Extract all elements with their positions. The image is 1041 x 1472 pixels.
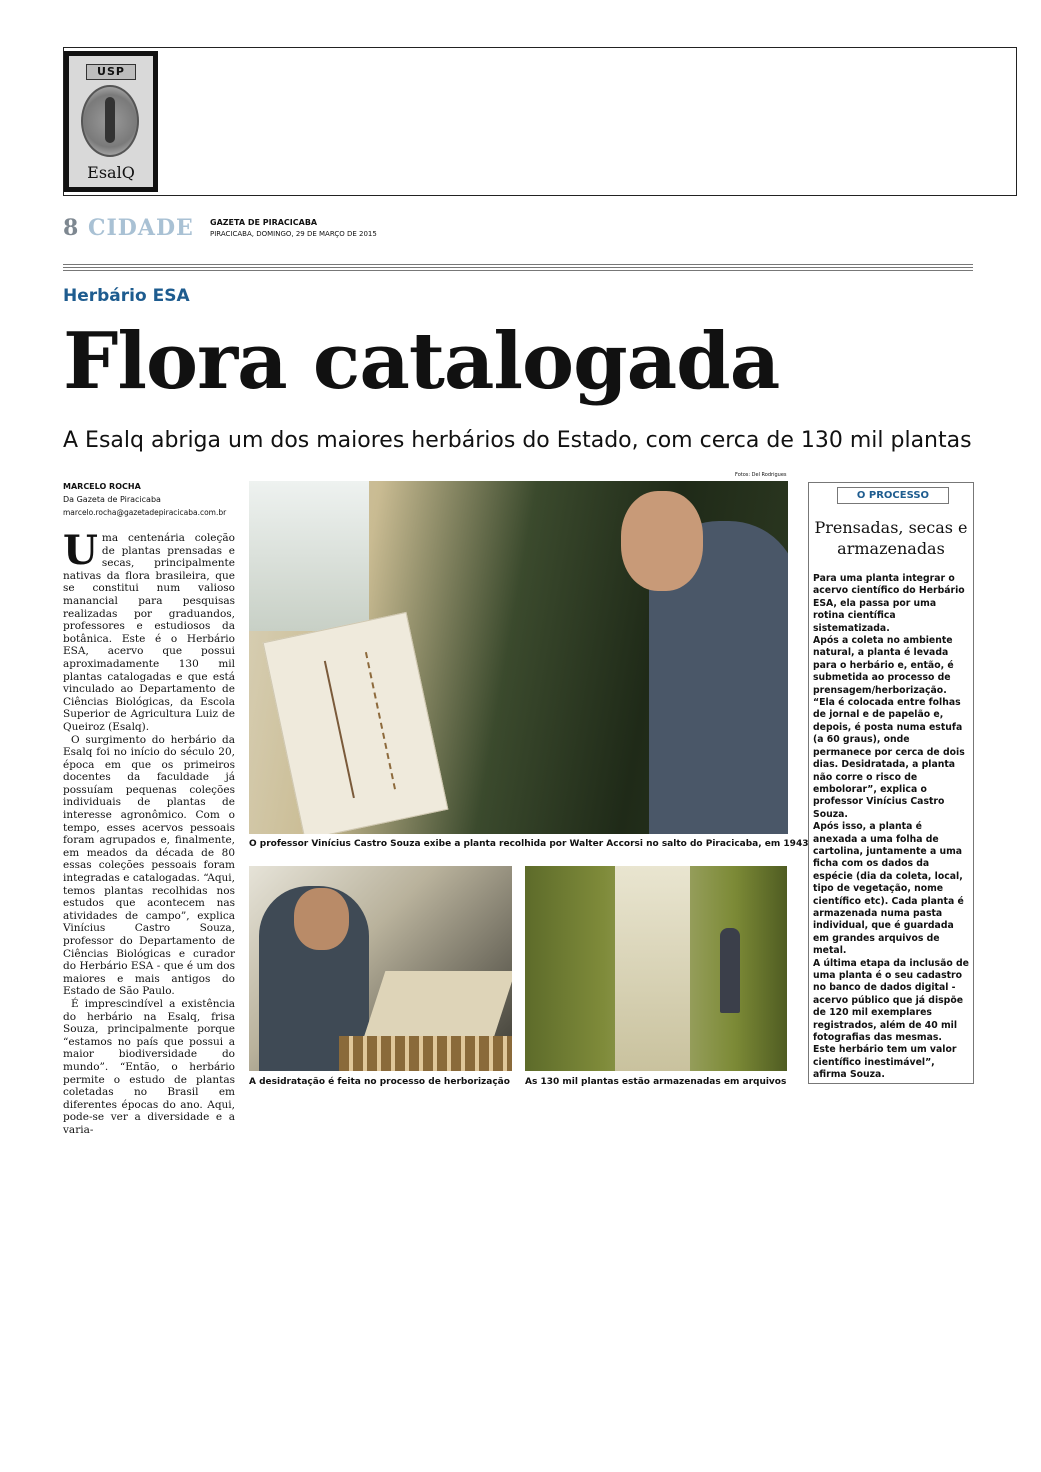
- publication-name: GAZETA DE PIRACICABA: [210, 218, 318, 227]
- divider-line: [63, 264, 973, 265]
- byline-outlet: Da Gazeta de Piracicaba: [63, 495, 161, 504]
- byline-author: MARCELO ROCHA: [63, 482, 141, 491]
- main-photo-caption: O professor Vinícius Castro Souza exibe a planta recolhida por Walter Accorsi no salto do Piracicaba, em 1943: [249, 839, 809, 849]
- sidebar-paragraph: Após isso, a planta é anexada a uma folha de cartolina, juntamente a uma ficha com os dados da espécie (dia da coleta, local, tipo de vegetação, nome científico etc). Cada planta é armazenada numa pasta individual, que é guardada em grandes arquivos de metal.: [813, 821, 964, 957]
- sidebar-body: [813, 573, 969, 1082]
- byline-email: marcelo.rocha@gazetadepiracicaba.com.br: [63, 508, 227, 517]
- sidebar-label-box: [837, 487, 949, 504]
- article-body: [63, 527, 235, 1137]
- publication-dateline: PIRACICABA, DOMINGO, 29 DE MARÇO DE 2015: [210, 230, 377, 238]
- photo-credit: Fotos: Del Rodrigues: [735, 472, 787, 478]
- article-subheadline: A Esalq abriga um dos maiores herbários do Estado, com cerca de 130 mil plantas: [63, 428, 972, 453]
- sidebar-paragraph: Este herbário tem um valor científico inestimável”, afirma Souza.: [813, 1044, 957, 1081]
- main-photo-professor-with-specimen: [249, 481, 788, 834]
- photo-storage-archives: [525, 866, 787, 1071]
- divider-line: [63, 270, 973, 271]
- header-frame: [63, 47, 1017, 196]
- logo-usp-text: USP: [86, 64, 136, 80]
- sidebar-paragraph: “Ela é colocada entre folhas de jornal e de papelão e, depois, é posta numa estufa (a 60 graus), onde permanece por cerca de dois dias. Desidratada, a planta não corre o risco de embolorar”, explica o professor Vinícius Castro Souza.: [813, 697, 965, 820]
- sidebar-label: O PROCESSO: [856, 490, 930, 501]
- article-kicker: Herbário ESA: [63, 286, 190, 306]
- divider-line: [63, 267, 973, 268]
- photo-dehydration-process: [249, 866, 512, 1071]
- article-paragraph: Uma centenária coleção de plantas prensadas e secas, principalmente nativas da flora brasileira, que se constitui num valioso manancial para pesquisas realizadas por graduandos, professores e estudiosos da botânica. Este é o Herbário ESA, acervo que possui aproximadamente 130 mil plantas catalogadas e que está vinculado ao Departamento de Ciências Biológicas, da Escola Superior de Agricultura Luiz de Queiroz (Esalq).: [63, 527, 235, 733]
- photo-right-caption: As 130 mil plantas estão armazenadas em arquivos: [525, 1077, 787, 1087]
- article-paragraph: É imprescindível a existência do herbário na Esalq, frisa Souza, principalmente porque “estamos no país que possui a maior biodiversidade do mundo”. “Então, o herbário permite o estudo de plantas coletadas no Brasil em diferentes épocas do ano. Aqui, pode-se ver a diversidade e a varia-: [63, 997, 235, 1136]
- sidebar-title: Prensadas, secas e armazenadas: [814, 518, 968, 558]
- photo-left-caption: A desidratação é feita no processo de herborização: [249, 1077, 510, 1087]
- page-number: 8: [63, 215, 79, 241]
- article-headline: Flora catalogada: [63, 316, 780, 407]
- usp-esalq-logo: [64, 51, 158, 192]
- drop-cap: U: [63, 527, 98, 574]
- sidebar-paragraph: Para uma planta integrar o acervo científico do Herbário ESA, ela passa por uma rotina científica sistematizada.: [813, 573, 965, 634]
- logo-esalq-text: EsalQ: [87, 163, 135, 182]
- sidebar-paragraph: A última etapa da inclusão de uma planta é o seu cadastro no banco de dados digital - acervo público que já dispõe de 120 mil exemplares registrados, além de 40 mil fotografias das mesmas.: [813, 957, 969, 1044]
- sidebar-paragraph: Após a coleta no ambiente natural, a planta é levada para o herbário e, então, é submetida ao processo de prensagem/herborização.: [813, 635, 954, 696]
- sidebar-box: [808, 482, 974, 1084]
- seal-emblem-icon: [81, 85, 139, 157]
- article-paragraph: O surgimento do herbário da Esalq foi no início do século 20, época em que os primeiros docentes da faculdade já possuíam pequenas coleções individuais de plantas de interesse agronômico. Com o tempo, esses acervos pessoais foram agrupados e, finalmente, em meados da década de 80 essas coleções pessoais foram integradas e catalogadas. “Aqui, temos plantas recolhidas nos estudos que acontecem nas atividades de campo”, explica Vinícius Castro Souza, professor do Departamento de Ciências Biológicas e curador do Herbário ESA - que é um dos maiores e mais antigos do Estado de São Paulo.: [63, 733, 235, 998]
- section-name: CIDADE: [88, 215, 194, 241]
